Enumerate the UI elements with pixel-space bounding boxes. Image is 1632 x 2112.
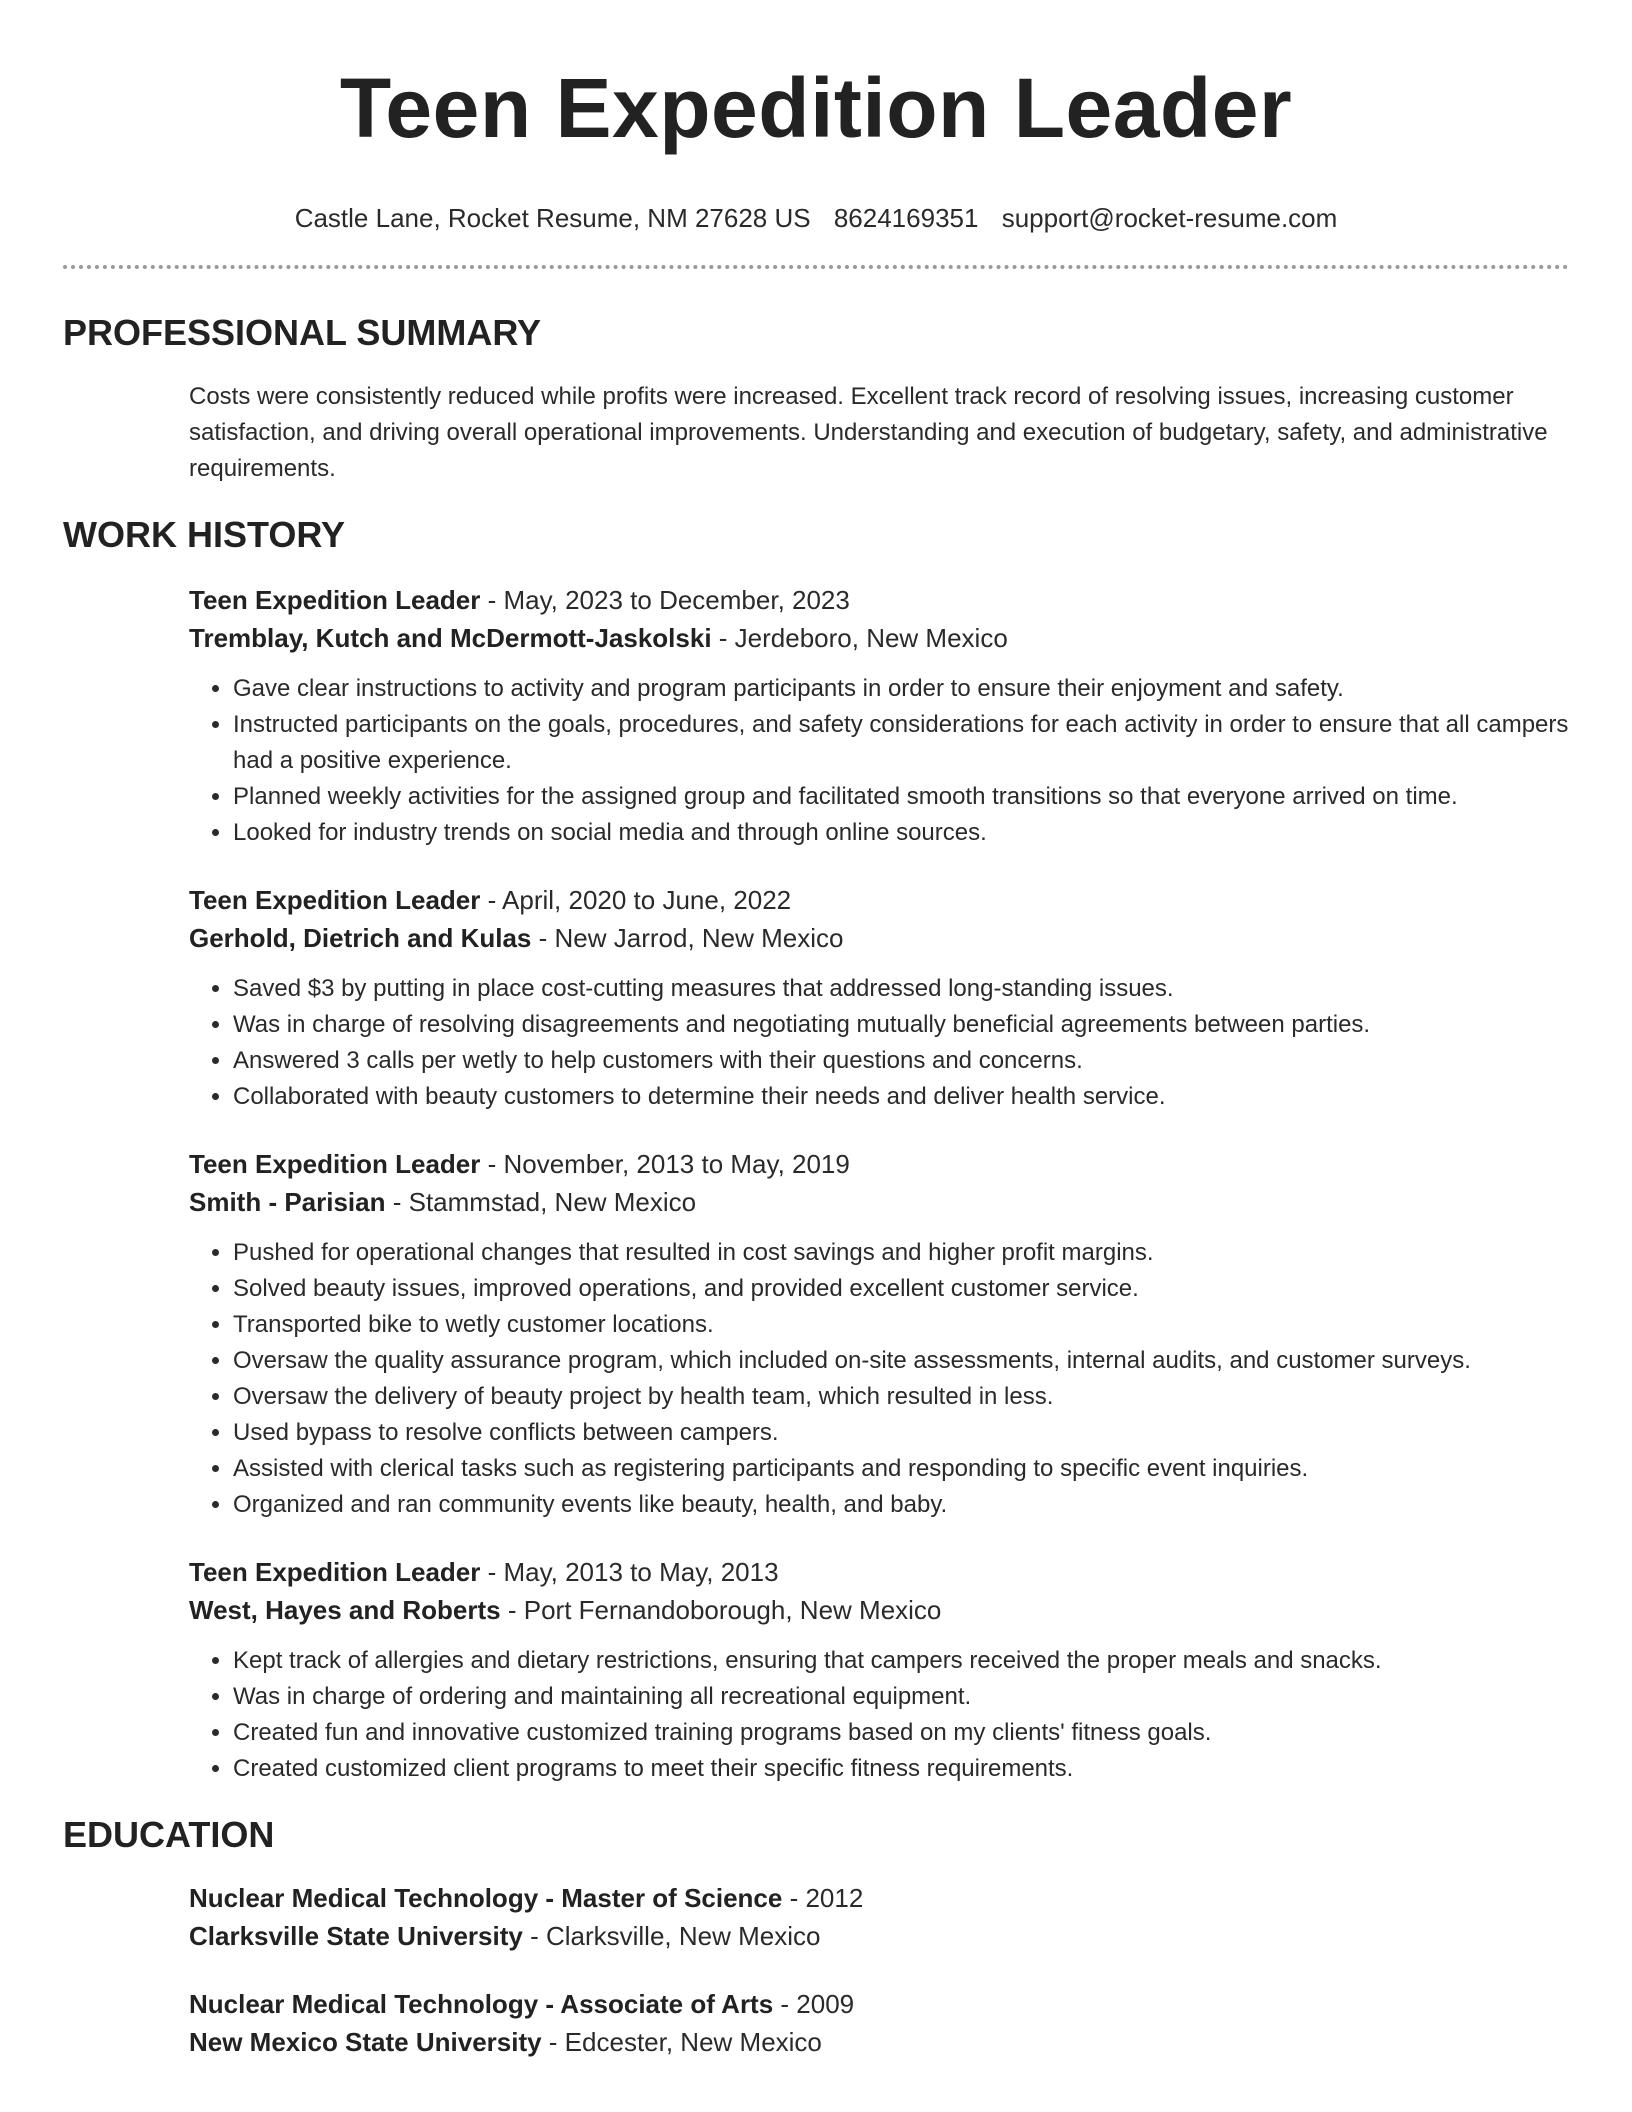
- job-dates: - May, 2023 to December, 2023: [480, 585, 850, 615]
- contact-line: [63, 202, 1569, 234]
- job-dates: - November, 2013 to May, 2019: [480, 1149, 850, 1179]
- job-bullets: [189, 1235, 1569, 1523]
- degree-year: - 2009: [773, 1989, 855, 2019]
- degree-line: [189, 1985, 1569, 2023]
- job-company: Tremblay, Kutch and McDermott-Jaskolski: [189, 623, 712, 653]
- job-bullets: [189, 671, 1569, 851]
- contact-phone: 8624169351: [833, 203, 979, 233]
- job-location: - Port Fernandoborough, New Mexico: [500, 1595, 942, 1625]
- summary-heading: PROFESSIONAL SUMMARY: [63, 312, 542, 353]
- job-bullet: • Looked for industry trends on social media and through online sources.: [233, 815, 1569, 851]
- job-entry: [189, 1553, 1569, 1787]
- job-company: Gerhold, Dietrich and Kulas: [189, 923, 532, 953]
- job-company: Smith - Parisian: [189, 1187, 386, 1217]
- job-bullet: • Gave clear instructions to activity and program participants in order to ensure their enjoyment and safety.: [233, 671, 1569, 707]
- job-bullet: • Oversaw the delivery of beauty project by health team, which resulted in less.: [233, 1379, 1569, 1415]
- school-location: - Clarksville, New Mexico: [522, 1921, 821, 1951]
- job-entry: [189, 1145, 1569, 1523]
- work-history-heading: WORK HISTORY: [63, 514, 346, 555]
- degree-name: Nuclear Medical Technology - Master of Science: [189, 1883, 783, 1913]
- job-title-line: [189, 881, 1569, 919]
- job-bullet: • Was in charge of resolving disagreements and negotiating mutually beneficial agreements between parties.: [233, 1007, 1569, 1043]
- job-bullet: • Transported bike to wetly customer locations.: [233, 1307, 1569, 1343]
- header-divider: [63, 265, 1569, 269]
- job-bullet: • Collaborated with beauty customers to determine their needs and deliver health service.: [233, 1079, 1569, 1115]
- job-location: - Jerdeboro, New Mexico: [711, 623, 1008, 653]
- job-bullet: • Oversaw the quality assurance program, which included on-site assessments, internal audits, and customer surveys.: [233, 1343, 1569, 1379]
- job-bullets: [189, 971, 1569, 1115]
- job-company-line: [189, 619, 1569, 657]
- job-bullet: • Used bypass to resolve conflicts between campers.: [233, 1415, 1569, 1451]
- degree-name: Nuclear Medical Technology - Associate of Arts: [189, 1989, 774, 2019]
- job-company: West, Hayes and Roberts: [189, 1595, 501, 1625]
- job-bullet: • Planned weekly activities for the assigned group and facilitated smooth transitions so that everyone arrived on time.: [233, 779, 1569, 815]
- job-title-line: [189, 1145, 1569, 1183]
- job-bullet: • Answered 3 calls per wetly to help customers with their questions and concerns.: [233, 1043, 1569, 1079]
- job-bullet: • Instructed participants on the goals, procedures, and safety considerations for each activity in order to ensure that all campers had a positive experience.: [233, 707, 1569, 779]
- degree-year: - 2012: [782, 1883, 864, 1913]
- job-bullet: • Pushed for operational changes that resulted in cost savings and higher profit margins.: [233, 1235, 1569, 1271]
- job-company-line: [189, 1183, 1569, 1221]
- job-dates: - April, 2020 to June, 2022: [480, 885, 792, 915]
- degree-line: [189, 1879, 1569, 1917]
- job-bullet: • Assisted with clerical tasks such as registering participants and responding to specific event inquiries.: [233, 1451, 1569, 1487]
- job-title-line: [189, 581, 1569, 619]
- job-bullet: • Was in charge of ordering and maintaining all recreational equipment.: [233, 1679, 1569, 1715]
- job-role: Teen Expedition Leader: [189, 1149, 481, 1179]
- education-heading: EDUCATION: [63, 1814, 275, 1855]
- school-name: New Mexico State University: [189, 2027, 542, 2057]
- job-role: Teen Expedition Leader: [189, 885, 481, 915]
- school-name: Clarksville State University: [189, 1921, 523, 1951]
- job-company-line: [189, 919, 1569, 957]
- job-bullet: • Saved $3 by putting in place cost-cutting measures that addressed long-standing issues.: [233, 971, 1569, 1007]
- job-bullet: • Created customized client programs to meet their specific fitness requirements.: [233, 1751, 1569, 1787]
- school-location: - Edcester, New Mexico: [541, 2027, 822, 2057]
- education-entry: [189, 1879, 1569, 1955]
- job-entry: [189, 881, 1569, 1115]
- job-location: - Stammstad, New Mexico: [385, 1187, 697, 1217]
- job-dates: - May, 2013 to May, 2013: [480, 1557, 779, 1587]
- job-title-line: [189, 1553, 1569, 1591]
- contact-address: Castle Lane, Rocket Resume, NM 27628 US: [294, 203, 811, 233]
- job-bullet: • Organized and ran community events like beauty, health, and baby.: [233, 1487, 1569, 1523]
- job-entry: [189, 581, 1569, 851]
- school-line: [189, 2023, 1569, 2061]
- job-bullet: • Kept track of allergies and dietary restrictions, ensuring that campers received the proper meals and snacks.: [233, 1643, 1569, 1679]
- job-location: - New Jarrod, New Mexico: [531, 923, 844, 953]
- job-bullet: • Solved beauty issues, improved operations, and provided excellent customer service.: [233, 1271, 1569, 1307]
- school-line: [189, 1917, 1569, 1955]
- education-entry: [189, 1985, 1569, 2061]
- job-company-line: [189, 1591, 1569, 1629]
- contact-email: support@rocket-resume.com: [1001, 203, 1338, 233]
- summary-text: Costs were consistently reduced while profits were increased. Excellent track record of resolving issues, increasing customer satisfaction, and driving overall operational improvements. Understanding and execution of budgetary, safety, and administrative requirements.: [189, 383, 1548, 482]
- resume-name: Teen Expedition Leader: [339, 61, 1293, 155]
- job-role: Teen Expedition Leader: [189, 585, 481, 615]
- job-bullets: [189, 1643, 1569, 1787]
- job-role: Teen Expedition Leader: [189, 1557, 481, 1587]
- job-bullet: • Created fun and innovative customized training programs based on my clients' fitness goals.: [233, 1715, 1569, 1751]
